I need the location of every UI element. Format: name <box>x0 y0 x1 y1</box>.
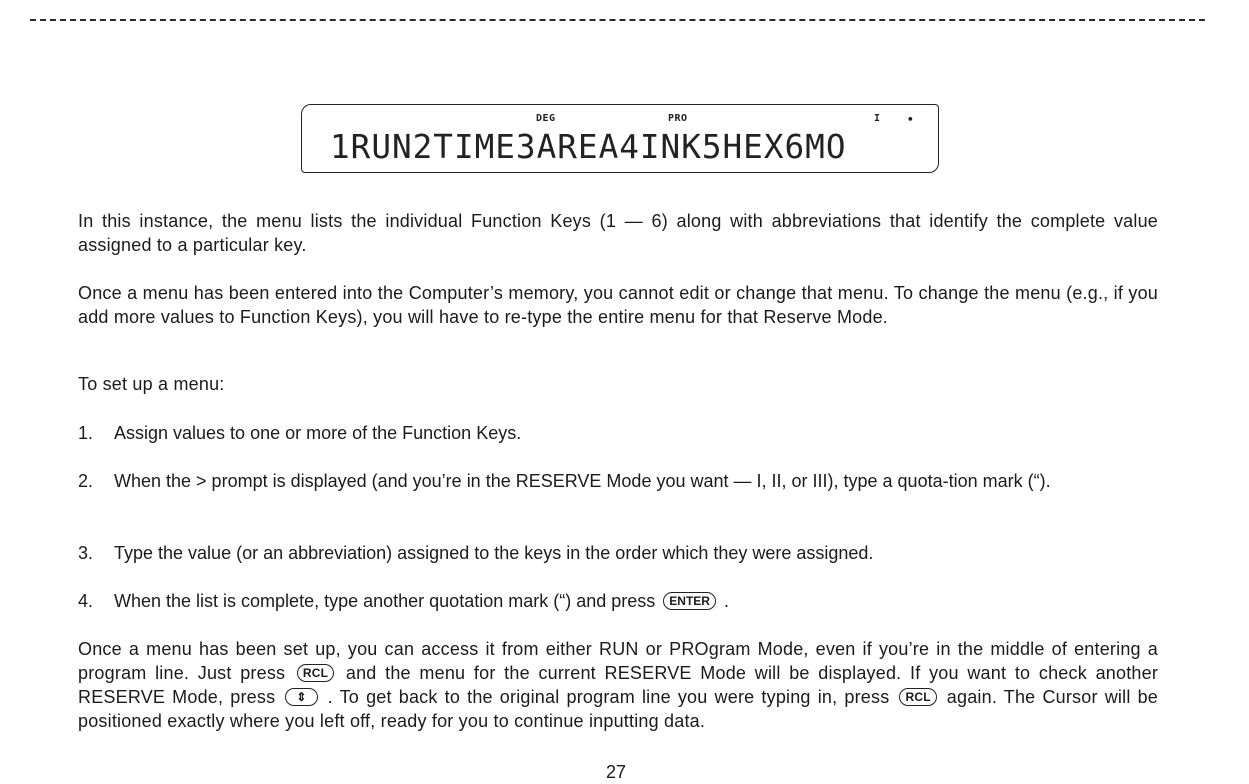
enter-key-icon: ENTER <box>663 592 716 610</box>
paragraph-menu-edit <box>78 281 1158 329</box>
list-text: When the > prompt is displayed (and you’re in the RESERVE Mode you want — I, II, or III), type a quota-tion mark (“). <box>114 471 1051 491</box>
list-text <box>114 589 1158 613</box>
paragraph-menu-description <box>78 209 1158 257</box>
list-text-after: . <box>723 591 729 611</box>
closing-part4: again. The Cursor will be positioned exactly where you left off, ready for you to continue inputting data. <box>78 687 1158 731</box>
list-text: Assign values to one or more of the Function Keys. <box>114 423 522 443</box>
paragraph-setup-intro <box>78 372 1158 396</box>
paragraph-menu-access <box>78 637 1158 733</box>
list-number: 1. <box>78 423 94 443</box>
list-number: 3. <box>78 543 94 563</box>
reserve-annunciator: I <box>874 113 881 124</box>
paragraph-text: To set up a menu: <box>78 374 225 394</box>
list-item <box>78 589 1158 613</box>
dot-annunciator: • <box>907 113 915 126</box>
paragraph-text <box>78 637 1158 733</box>
deg-annunciator: DEG <box>536 113 556 124</box>
list-item <box>78 541 1158 565</box>
list-number: 2. <box>78 471 94 491</box>
top-dashed-rule <box>30 19 1205 21</box>
list-number: 4. <box>78 591 94 611</box>
list-item <box>78 469 1158 493</box>
list-text: Type the value (or an abbreviation) assigned to the keys in the order which they were assigned. <box>114 543 874 563</box>
closing-part3: . To get back to the original program line you were typing in, press <box>327 687 890 707</box>
page-number: 27 <box>606 762 627 782</box>
list-text-before: When the list is complete, type another quotation mark (“) and press <box>114 591 656 611</box>
lcd-menu-text: 1RUN2TIME3AREA4INK5HEX6MO <box>330 127 847 166</box>
up-down-arrow-key-icon: ⇕ <box>285 688 317 706</box>
list-item <box>78 421 1158 445</box>
rcl-key-icon: RCL <box>899 688 936 706</box>
closing-part1: Once a menu has been set up, you can access it from either RUN or PROgram Mode, even if you’re in the middle of entering a program line. Just press <box>78 639 1158 683</box>
paragraph-text: In this instance, the menu lists the individual Function Keys (1 — 6) along with abbreviations that identify the complete value assigned to a particular key. <box>78 211 1158 255</box>
pro-annunciator: PRO <box>668 113 688 124</box>
closing-part2: and the menu for the current RESERVE Mode will be displayed. If you want to check another RESERVE Mode, press <box>78 663 1159 707</box>
paragraph-text: Once a menu has been entered into the Computer’s memory, you cannot edit or change that menu. To change the menu (e.g., if you add more values to Function Keys), you will have to re-type the entire menu for that Reserve Mode. <box>78 283 1158 327</box>
lcd-display <box>301 104 939 173</box>
rcl-key-icon: RCL <box>297 664 334 682</box>
